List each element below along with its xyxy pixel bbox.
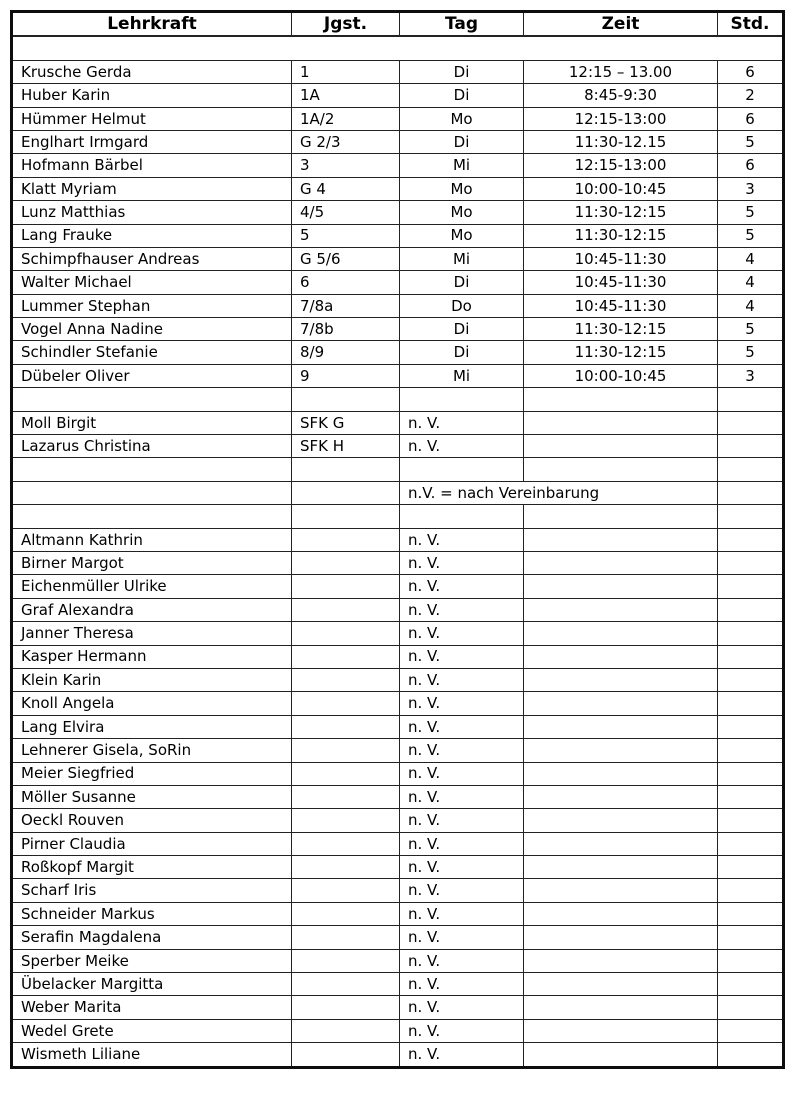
std-cell xyxy=(718,598,784,621)
teacher-name-cell: Dübeler Oliver xyxy=(12,364,292,387)
jgst-cell: 8/9 xyxy=(292,341,400,364)
teacher-name-cell: Lummer Stephan xyxy=(12,294,292,317)
jgst-cell: G 4 xyxy=(292,177,400,200)
zeit-cell xyxy=(524,551,718,574)
spacer-cell xyxy=(292,388,400,411)
spacer-cell xyxy=(12,458,292,481)
table-row xyxy=(12,879,784,902)
tag-cell: n. V. xyxy=(400,435,524,458)
zeit-cell: 12:15-13:00 xyxy=(524,154,718,177)
jgst-cell xyxy=(292,645,400,668)
tag-cell: n. V. xyxy=(400,739,524,762)
jgst-cell: 5 xyxy=(292,224,400,247)
teacher-name-cell: Krusche Gerda xyxy=(12,60,292,83)
jgst-cell xyxy=(292,528,400,551)
std-cell xyxy=(718,1019,784,1042)
table-row xyxy=(12,177,784,200)
table-row xyxy=(12,130,784,153)
teacher-name-cell: Pirner Claudia xyxy=(12,832,292,855)
zeit-cell xyxy=(524,996,718,1019)
jgst-cell xyxy=(292,832,400,855)
std-cell xyxy=(718,481,784,504)
tag-cell: n. V. xyxy=(400,668,524,691)
table-row xyxy=(12,996,784,1019)
teacher-name-cell: Hofmann Bärbel xyxy=(12,154,292,177)
std-cell xyxy=(718,973,784,996)
spacer-cell xyxy=(12,388,292,411)
table-row xyxy=(12,84,784,107)
zeit-cell xyxy=(524,575,718,598)
tag-cell: n. V. xyxy=(400,949,524,972)
zeit-cell: 11:30-12:15 xyxy=(524,341,718,364)
std-cell: 3 xyxy=(718,364,784,387)
tag-cell: n. V. xyxy=(400,551,524,574)
std-cell: 2 xyxy=(718,84,784,107)
zeit-cell xyxy=(524,1019,718,1042)
zeit-cell xyxy=(524,879,718,902)
tag-cell: Di xyxy=(400,60,524,83)
std-cell: 5 xyxy=(718,201,784,224)
zeit-cell xyxy=(524,832,718,855)
std-cell xyxy=(718,1043,784,1067)
tag-cell: n. V. xyxy=(400,715,524,738)
tag-cell: Mi xyxy=(400,154,524,177)
jgst-cell: SFK H xyxy=(292,435,400,458)
jgst-cell: 7/8a xyxy=(292,294,400,317)
std-cell xyxy=(718,856,784,879)
jgst-cell xyxy=(292,481,400,504)
std-cell: 6 xyxy=(718,107,784,130)
jgst-cell: 9 xyxy=(292,364,400,387)
std-cell xyxy=(718,411,784,434)
teacher-name-cell: Roßkopf Margit xyxy=(12,856,292,879)
jgst-cell xyxy=(292,1043,400,1067)
zeit-cell xyxy=(524,1043,718,1067)
table-row xyxy=(12,762,784,785)
zeit-cell: 11:30-12.15 xyxy=(524,130,718,153)
jgst-cell xyxy=(292,551,400,574)
zeit-cell xyxy=(524,411,718,434)
jgst-cell xyxy=(292,575,400,598)
zeit-cell xyxy=(524,856,718,879)
std-cell xyxy=(718,528,784,551)
jgst-cell xyxy=(292,715,400,738)
spacer-row xyxy=(12,458,784,481)
column-header-jgst: Jgst. xyxy=(292,12,400,37)
tag-cell: Do xyxy=(400,294,524,317)
jgst-cell xyxy=(292,879,400,902)
tag-cell: Mi xyxy=(400,247,524,270)
jgst-cell: 7/8b xyxy=(292,318,400,341)
teacher-name-cell: Moll Birgit xyxy=(12,411,292,434)
tag-cell: n. V. xyxy=(400,785,524,808)
table-row xyxy=(12,318,784,341)
jgst-cell xyxy=(292,926,400,949)
zeit-cell xyxy=(524,809,718,832)
teacher-name-cell xyxy=(12,481,292,504)
std-cell xyxy=(718,668,784,691)
teacher-name-cell: Altmann Kathrin xyxy=(12,528,292,551)
table-row xyxy=(12,598,784,621)
table-row xyxy=(12,224,784,247)
table-row xyxy=(12,364,784,387)
zeit-cell xyxy=(524,528,718,551)
teacher-name-cell: Lang Frauke xyxy=(12,224,292,247)
std-cell xyxy=(718,762,784,785)
tag-cell: n. V. xyxy=(400,622,524,645)
table-row xyxy=(12,1019,784,1042)
teacher-name-cell: Lehnerer Gisela, SoRin xyxy=(12,739,292,762)
tag-cell: n. V. xyxy=(400,411,524,434)
table-row xyxy=(12,739,784,762)
zeit-cell: 12:15 – 13.00 xyxy=(524,60,718,83)
spacer-cell xyxy=(292,505,400,528)
zeit-cell: 10:45-11:30 xyxy=(524,247,718,270)
table-row xyxy=(12,832,784,855)
spacer-cell xyxy=(524,388,718,411)
teacher-name-cell: Wedel Grete xyxy=(12,1019,292,1042)
std-cell xyxy=(718,715,784,738)
jgst-cell: 6 xyxy=(292,271,400,294)
zeit-cell xyxy=(524,973,718,996)
std-cell xyxy=(718,622,784,645)
teacher-name-cell: Weber Marita xyxy=(12,996,292,1019)
table-body xyxy=(12,36,784,1067)
tag-cell: n. V. xyxy=(400,879,524,902)
spacer-cell xyxy=(12,36,784,60)
zeit-cell xyxy=(524,762,718,785)
teacher-name-cell: Vogel Anna Nadine xyxy=(12,318,292,341)
zeit-cell xyxy=(524,692,718,715)
std-cell xyxy=(718,692,784,715)
std-cell: 6 xyxy=(718,60,784,83)
tag-cell: Mo xyxy=(400,107,524,130)
table-row xyxy=(12,271,784,294)
zeit-cell xyxy=(524,902,718,925)
jgst-cell xyxy=(292,809,400,832)
column-header-zeit: Zeit xyxy=(524,12,718,37)
teacher-name-cell: Hümmer Helmut xyxy=(12,107,292,130)
zeit-cell xyxy=(524,622,718,645)
jgst-cell xyxy=(292,692,400,715)
teacher-name-cell: Knoll Angela xyxy=(12,692,292,715)
table-row xyxy=(12,411,784,434)
std-cell xyxy=(718,996,784,1019)
std-cell xyxy=(718,832,784,855)
jgst-cell xyxy=(292,1019,400,1042)
spacer-cell xyxy=(400,388,524,411)
table-row xyxy=(12,154,784,177)
tag-cell: Mo xyxy=(400,201,524,224)
jgst-cell xyxy=(292,739,400,762)
jgst-cell: G 5/6 xyxy=(292,247,400,270)
teacher-name-cell: Englhart Irmgard xyxy=(12,130,292,153)
table-row xyxy=(12,435,784,458)
teacher-name-cell: Serafin Magdalena xyxy=(12,926,292,949)
tag-cell: n. V. xyxy=(400,528,524,551)
std-cell: 5 xyxy=(718,130,784,153)
zeit-cell xyxy=(524,645,718,668)
table-row xyxy=(12,715,784,738)
jgst-cell xyxy=(292,996,400,1019)
zeit-cell: 10:45-11:30 xyxy=(524,271,718,294)
std-cell: 4 xyxy=(718,247,784,270)
zeit-cell: 10:00-10:45 xyxy=(524,177,718,200)
spacer-row xyxy=(12,505,784,528)
table-header-row xyxy=(12,12,784,37)
spacer-cell xyxy=(718,458,784,481)
std-cell xyxy=(718,551,784,574)
jgst-cell xyxy=(292,598,400,621)
table-row xyxy=(12,1043,784,1067)
consultation-hours-table xyxy=(10,10,785,1069)
zeit-cell xyxy=(524,668,718,691)
zeit-cell: 11:30-12:15 xyxy=(524,224,718,247)
table-row xyxy=(12,551,784,574)
teacher-name-cell: Janner Theresa xyxy=(12,622,292,645)
jgst-cell xyxy=(292,856,400,879)
zeit-cell xyxy=(524,926,718,949)
tag-cell: n. V. xyxy=(400,832,524,855)
teacher-name-cell: Klatt Myriam xyxy=(12,177,292,200)
teacher-name-cell: Oeckl Rouven xyxy=(12,809,292,832)
jgst-cell xyxy=(292,785,400,808)
zeit-cell xyxy=(524,598,718,621)
std-cell: 5 xyxy=(718,224,784,247)
std-cell xyxy=(718,926,784,949)
std-cell xyxy=(718,739,784,762)
tag-cell: n. V. xyxy=(400,809,524,832)
tag-cell: Di xyxy=(400,341,524,364)
table-row xyxy=(12,692,784,715)
teacher-name-cell: Sperber Meike xyxy=(12,949,292,972)
tag-cell: n. V. xyxy=(400,902,524,925)
table-header xyxy=(12,12,784,37)
jgst-cell: G 2/3 xyxy=(292,130,400,153)
teacher-name-cell: Lunz Matthias xyxy=(12,201,292,224)
teacher-name-cell: Schimpfhauser Andreas xyxy=(12,247,292,270)
jgst-cell xyxy=(292,949,400,972)
spacer-cell xyxy=(12,505,292,528)
table-row xyxy=(12,973,784,996)
jgst-cell: 1 xyxy=(292,60,400,83)
note-row xyxy=(12,481,784,504)
tag-cell: n. V. xyxy=(400,762,524,785)
std-cell: 5 xyxy=(718,318,784,341)
column-header-tag: Tag xyxy=(400,12,524,37)
tag-cell: n. V. xyxy=(400,645,524,668)
table-row xyxy=(12,341,784,364)
teacher-name-cell: Klein Karin xyxy=(12,668,292,691)
table-row xyxy=(12,949,784,972)
spacer-cell xyxy=(718,388,784,411)
tag-cell: Mi xyxy=(400,364,524,387)
zeit-cell: 11:30-12:15 xyxy=(524,318,718,341)
tag-cell: Di xyxy=(400,318,524,341)
tag-cell: n. V. xyxy=(400,973,524,996)
std-cell: 4 xyxy=(718,271,784,294)
teacher-name-cell: Schneider Markus xyxy=(12,902,292,925)
std-cell: 5 xyxy=(718,341,784,364)
zeit-cell xyxy=(524,949,718,972)
zeit-cell: 11:30-12:15 xyxy=(524,201,718,224)
teacher-name-cell: Huber Karin xyxy=(12,84,292,107)
tag-cell: n. V. xyxy=(400,1043,524,1067)
zeit-cell xyxy=(524,435,718,458)
teacher-name-cell: Scharf Iris xyxy=(12,879,292,902)
table-row xyxy=(12,926,784,949)
jgst-cell xyxy=(292,762,400,785)
table-row xyxy=(12,856,784,879)
teacher-name-cell: Lazarus Christina xyxy=(12,435,292,458)
table-row xyxy=(12,645,784,668)
tag-cell: n. V. xyxy=(400,598,524,621)
table-row xyxy=(12,60,784,83)
spacer-cell xyxy=(718,505,784,528)
column-header-lehrkraft: Lehrkraft xyxy=(12,12,292,37)
std-cell xyxy=(718,785,784,808)
column-header-std: Std. xyxy=(718,12,784,37)
teacher-name-cell: Möller Susanne xyxy=(12,785,292,808)
spacer-cell xyxy=(400,505,524,528)
jgst-cell: 4/5 xyxy=(292,201,400,224)
std-cell xyxy=(718,809,784,832)
spacer-cell xyxy=(400,458,524,481)
spacer-row-merged xyxy=(12,36,784,60)
tag-cell: n. V. xyxy=(400,996,524,1019)
zeit-cell xyxy=(524,785,718,808)
table-row xyxy=(12,668,784,691)
tag-cell: n. V. xyxy=(400,575,524,598)
table-row xyxy=(12,201,784,224)
std-cell xyxy=(718,902,784,925)
teacher-name-cell: Kasper Hermann xyxy=(12,645,292,668)
jgst-cell: 1A/2 xyxy=(292,107,400,130)
teacher-name-cell: Graf Alexandra xyxy=(12,598,292,621)
zeit-cell xyxy=(524,715,718,738)
table-row xyxy=(12,294,784,317)
table-row xyxy=(12,809,784,832)
jgst-cell xyxy=(292,902,400,925)
spacer-cell xyxy=(524,458,718,481)
table-row xyxy=(12,785,784,808)
teacher-name-cell: Übelacker Margitta xyxy=(12,973,292,996)
std-cell xyxy=(718,949,784,972)
table-row xyxy=(12,575,784,598)
std-cell: 6 xyxy=(718,154,784,177)
zeit-cell: 8:45-9:30 xyxy=(524,84,718,107)
teacher-name-cell: Wismeth Liliane xyxy=(12,1043,292,1067)
std-cell xyxy=(718,879,784,902)
tag-cell: n. V. xyxy=(400,926,524,949)
jgst-cell: 3 xyxy=(292,154,400,177)
teacher-name-cell: Walter Michael xyxy=(12,271,292,294)
table-row xyxy=(12,622,784,645)
teacher-name-cell: Meier Siegfried xyxy=(12,762,292,785)
tag-cell: n. V. xyxy=(400,692,524,715)
zeit-cell: 10:00-10:45 xyxy=(524,364,718,387)
jgst-cell: SFK G xyxy=(292,411,400,434)
zeit-cell xyxy=(524,739,718,762)
spacer-cell xyxy=(292,458,400,481)
zeit-cell: 12:15-13:00 xyxy=(524,107,718,130)
table-row xyxy=(12,528,784,551)
jgst-cell: 1A xyxy=(292,84,400,107)
table-row xyxy=(12,902,784,925)
std-cell xyxy=(718,645,784,668)
teacher-name-cell: Schindler Stefanie xyxy=(12,341,292,364)
std-cell: 4 xyxy=(718,294,784,317)
spacer-cell xyxy=(524,505,718,528)
jgst-cell xyxy=(292,973,400,996)
tag-cell: Di xyxy=(400,271,524,294)
teacher-name-cell: Eichenmüller Ulrike xyxy=(12,575,292,598)
tag-cell: Mo xyxy=(400,177,524,200)
std-cell xyxy=(718,575,784,598)
teacher-name-cell: Lang Elvira xyxy=(12,715,292,738)
tag-cell: n. V. xyxy=(400,856,524,879)
jgst-cell xyxy=(292,668,400,691)
tag-cell: Mo xyxy=(400,224,524,247)
std-cell xyxy=(718,435,784,458)
note-cell: n.V. = nach Vereinbarung xyxy=(400,481,718,504)
table-row xyxy=(12,107,784,130)
zeit-cell: 10:45-11:30 xyxy=(524,294,718,317)
spacer-row xyxy=(12,388,784,411)
tag-cell: Di xyxy=(400,84,524,107)
jgst-cell xyxy=(292,622,400,645)
table-row xyxy=(12,247,784,270)
tag-cell: Di xyxy=(400,130,524,153)
tag-cell: n. V. xyxy=(400,1019,524,1042)
teacher-name-cell: Birner Margot xyxy=(12,551,292,574)
std-cell: 3 xyxy=(718,177,784,200)
